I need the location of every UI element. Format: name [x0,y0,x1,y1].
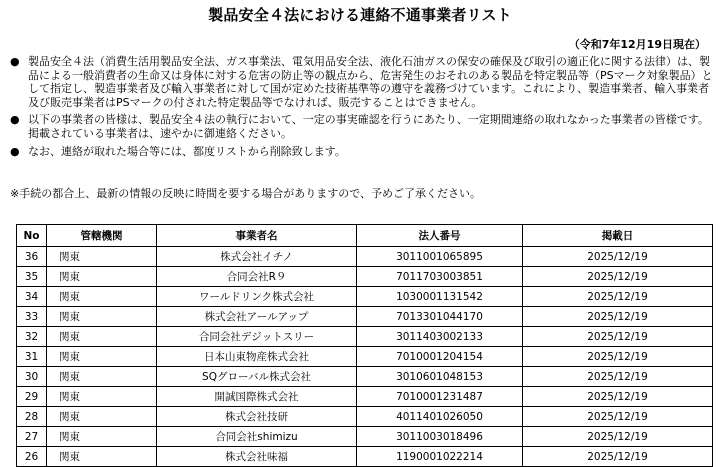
cell-no: 31 [17,347,47,367]
cell-business-name: 合同会社R９ [157,267,357,287]
cell-corporate-number: 3011403002133 [357,327,523,347]
cell-corporate-number: 7010001204154 [357,347,523,367]
cell-corporate-number: 7011703003851 [357,267,523,287]
cell-no: 36 [17,247,47,267]
table-row [17,347,713,367]
cell-posted-date: 2025/12/19 [523,247,713,267]
cell-no: 29 [17,387,47,407]
as-of-date: （令和7年12月19日現在） [568,38,706,51]
note-text: 以下の事業者の皆様は、製品安全４法の執行において、一定の事実確認を行うにあたり、一定期間連絡の取れなかった事業者の皆様です。掲載されている事業者は、速やかに御連絡ください。 [28,113,709,140]
cell-jurisdiction: 関東 [47,267,157,287]
cell-corporate-number: 7010001231487 [357,387,523,407]
cell-posted-date: 2025/12/19 [523,367,713,387]
cell-corporate-number: 3010601048153 [357,367,523,387]
note-text: なお、連絡が取れた場合等には、都度リストから削除致します。 [28,144,346,158]
cell-posted-date: 2025/12/19 [523,387,713,407]
remark: ※手続の都合上、最新の情報の反映に時間を要する場合がありますので、予めご了承ください。 [10,187,481,200]
cell-posted-date: 2025/12/19 [523,287,713,307]
cell-posted-date: 2025/12/19 [523,267,713,287]
cell-corporate-number: 4011401026050 [357,407,523,427]
cell-jurisdiction: 関東 [47,247,157,267]
cell-posted-date: 2025/12/19 [523,407,713,427]
cell-jurisdiction: 関東 [47,387,157,407]
cell-corporate-number: 3011001065895 [357,247,523,267]
bullet-icon: ● [10,144,20,158]
cell-business-name: 株式会社技研 [157,407,357,427]
table-row [17,287,713,307]
cell-corporate-number: 7013301044170 [357,307,523,327]
header-posted-date: 掲載日 [523,225,713,247]
note-text: 製品安全４法（消費生活用製品安全法、ガス事業法、電気用品安全法、液化石油ガスの保安の確保及び取引の適正化に関する法律）は、製品による一般消費者の生命又は身体に対する危害の防止等の観点から、危害発生のおそれのある製品を特定製品等（PSマーク対象製品）として指定し、製造事業者及び輸入事業者に対して国が定めた技術基準等の遵守を義務づけています。これにより、製造事業者、輸入事業者及び販売事業者はPSマークの付された特定製品等でなければ、販売することはできません。 [28,55,713,109]
cell-jurisdiction: 関東 [47,447,157,467]
note-3 [10,145,714,159]
cell-business-name: 日本山東物産株式会社 [157,347,357,367]
cell-posted-date: 2025/12/19 [523,307,713,327]
cell-jurisdiction: 関東 [47,287,157,307]
cell-business-name: 合同会社デジットスリー [157,327,357,347]
cell-no: 27 [17,427,47,447]
cell-no: 34 [17,287,47,307]
note-2 [10,113,714,140]
bullet-icon: ● [10,113,20,127]
cell-jurisdiction: 関東 [47,307,157,327]
cell-business-name: 株式会社アールアップ [157,307,357,327]
table-header-row [17,225,713,247]
cell-posted-date: 2025/12/19 [523,347,713,367]
cell-business-name: 合同会社shimizu [157,427,357,447]
notes [10,55,714,162]
table-row [17,387,713,407]
cell-business-name: 株式会社イチノ [157,247,357,267]
header-jurisdiction: 管轄機関 [47,225,157,247]
header-business-name: 事業者名 [157,225,357,247]
cell-business-name: 株式会社味福 [157,447,357,467]
cell-posted-date: 2025/12/19 [523,447,713,467]
cell-business-name: ワールドリンク株式会社 [157,287,357,307]
cell-corporate-number: 1030001131542 [357,287,523,307]
table-row [17,247,713,267]
table-row [17,367,713,387]
cell-no: 26 [17,447,47,467]
cell-no: 33 [17,307,47,327]
header-no: No [17,225,47,247]
cell-jurisdiction: 関東 [47,407,157,427]
table-row [17,407,713,427]
cell-business-name: SQグローバル株式会社 [157,367,357,387]
cell-no: 35 [17,267,47,287]
header-corporate-number: 法人番号 [357,225,523,247]
cell-corporate-number: 3011003018496 [357,427,523,447]
cell-no: 30 [17,367,47,387]
cell-posted-date: 2025/12/19 [523,427,713,447]
cell-jurisdiction: 関東 [47,427,157,447]
table-row [17,267,713,287]
cell-no: 32 [17,327,47,347]
page-title: 製品安全４法における連絡不通事業者リスト [208,6,512,24]
table-row [17,327,713,347]
cell-jurisdiction: 関東 [47,347,157,367]
cell-posted-date: 2025/12/19 [523,327,713,347]
unreachable-business-table [16,224,713,467]
table-row [17,307,713,327]
cell-corporate-number: 1190001022214 [357,447,523,467]
table-row [17,427,713,447]
note-1 [10,55,714,109]
cell-jurisdiction: 関東 [47,327,157,347]
cell-no: 28 [17,407,47,427]
cell-business-name: 開誠国際株式会社 [157,387,357,407]
cell-jurisdiction: 関東 [47,367,157,387]
bullet-icon: ● [10,55,20,68]
